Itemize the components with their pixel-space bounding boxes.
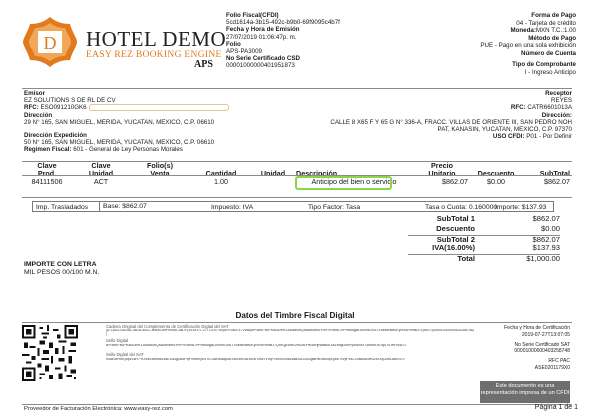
cell-subtotal: $862.07 — [544, 177, 570, 187]
importe-letra-value: MIL PESOS 00/100 M.N. — [24, 268, 100, 276]
tax-tasa: Tasa o Cuota: 0.160000 — [425, 203, 498, 211]
emisor-label: Emisor — [24, 90, 45, 97]
cell-unidad — [252, 177, 294, 187]
fiscal-info — [226, 12, 386, 70]
emisor-rfc-label: RFC: — [24, 104, 39, 112]
receptor-direccion-line2: PAT, KANASIN, YUCATAN, MEXICO, C.P. 97370 — [437, 125, 572, 133]
regimen-value: 601 - General de Ley Personas Morales — [73, 146, 183, 154]
totals-row: Total $1,000.00 — [408, 254, 560, 264]
tax-row — [32, 201, 554, 212]
timbre-seals — [106, 324, 474, 367]
receptor-name: REYES — [551, 97, 572, 105]
cell-precio: $862.07 — [442, 177, 468, 187]
divider-timbre — [22, 322, 572, 323]
tax-impuesto: Impuesto: IVA — [211, 203, 254, 211]
emisor-direccion-label: Dirección — [24, 111, 53, 119]
col-subtotal: SubTotal — [539, 168, 570, 178]
moneda-label: Moneda: — [510, 27, 536, 34]
uso-cfdi-value: P01 - Por Definir — [526, 133, 572, 141]
fecha-emision-label: Fecha y Hora de Emisión — [226, 26, 300, 34]
cadena-original-label: Cadena Original del Complemento de Certificación Digital del SAT — [106, 324, 229, 329]
brand-subtitle: EASY REZ BOOKING ENGINE — [86, 50, 222, 60]
fecha-emision-value: 27/07/2019 01:06:47p. m. — [226, 33, 297, 41]
totals-row: SubTotal 2 $862.07 — [408, 235, 560, 245]
tax-tipo-factor: Tipo Factor: Tasa — [308, 203, 361, 211]
col-unidad: Unidad — [260, 168, 286, 178]
totals-row: SubTotal 1 $862.07 — [436, 214, 560, 223]
divider-top — [22, 88, 572, 89]
certificacion-block — [478, 325, 570, 372]
rfc-pac-value: ASE0201179X0 — [534, 364, 570, 371]
tipo-comprobante-label: Tipo de Comprobante — [512, 61, 576, 68]
importe-letra-label: IMPORTE CON LETRA — [24, 261, 97, 268]
sello-emisor-value: lzP3bKFxuPR4lA0IRr1JuMdl4nQnA5e0eb4Ym+hYiWdCPPHk6ogaLoVrz9GX6TX0e8Rzbt0EyRX6FM9kD7QncQp3wR2mL8vYtK4sHjN6fBcE1aZx9gUoIiPy5WdXrT3kMnLhOqS7vJeF0cA== — [106, 343, 407, 347]
receptor-rfc-value: CATR6601013A — [527, 104, 572, 112]
description-highlight-box — [295, 176, 392, 190]
divider-items-bottom — [22, 197, 572, 198]
moneda-value: MXN T.C.:1.00 — [535, 27, 576, 34]
expedicion-label: Dirección Expedición — [24, 131, 87, 139]
receptor-label: Receptor — [545, 90, 572, 97]
folio-value: APS-PA3009 — [226, 47, 263, 55]
qr-code-icon — [22, 325, 78, 381]
payment-info — [376, 12, 576, 76]
receptor-direccion-label: Dirección: — [541, 111, 572, 119]
col-descripcion: Descripción — [296, 168, 338, 178]
forma-pago-value: 04 - Tarjeta de crédito — [516, 19, 576, 27]
emisor-direccion-value: 29 N° 165, SAN MIGUEL, MERIDA, YUCATAN, MEXICO, C.P. 06610 — [24, 118, 215, 126]
divider-footer — [22, 404, 572, 405]
regimen-label: Regimen Fiscal: — [24, 146, 72, 154]
col-cantidad: Cantidad — [205, 168, 237, 178]
cell-cantidad: 1.00 — [214, 177, 228, 187]
logo-letter: D — [43, 33, 57, 53]
folio-label: Folio — [226, 40, 241, 48]
cadena-original-value: ||1.1|5CD1614A-3B15-492C-B9B0-69F9095C4B7F|2019-07-27T13:07:05|SFE0807172W8|lzP3bKFxuPR4lA0IRr1JuMdl4nQnA5e0eb4Ym+hYiWdCPPHk6ogaLoVrz9GX6TX0e8Rzbt0EyRX6FM9kD7Qnc==|00001000000403258748|| — [106, 329, 474, 337]
col-clave-unidad: Clave Unidad — [88, 161, 114, 178]
tipo-comprobante-value: I - Ingreso Anticipo — [524, 68, 576, 76]
hotel-logo-badge — [22, 16, 78, 68]
receptor-block — [242, 90, 572, 140]
folio-fiscal-value: 5cd1614a-3b15-492c-b9b0-69f9095c4b7f — [226, 19, 340, 27]
fecha-certificacion-value: 2019-07-27T13:07:05 — [521, 331, 570, 338]
sello-sat-label: Sello Digital del SAT — [106, 352, 144, 358]
emisor-rfc-field-box — [89, 104, 229, 111]
metodo-pago-value: PUE - Pago en una sola exhibición — [480, 42, 576, 49]
totals-row: Descuento $0.00 — [436, 223, 560, 233]
expedicion-value: 50 N° 165, SAN MIGUEL, MERIDA, YUCATAN, MEXICO, C.P. 06610 — [24, 139, 215, 147]
csd-label: No Serie Certificado CSD — [226, 55, 300, 63]
emisor-name: EZ SOLUTIONS S DE RL DE CV — [24, 97, 116, 105]
tax-importe: Importe: $137.93 — [495, 203, 547, 211]
rfc-pac-label: RFC PAC — [548, 358, 570, 364]
receptor-rfc-label: RFC: — [510, 104, 526, 112]
brand-aps: APS — [194, 59, 213, 70]
totals-row: IVA(16.00%) $137.93 — [432, 243, 560, 253]
csd-value: 00001000000401951873 — [226, 62, 295, 70]
cell-folio-venta — [130, 177, 190, 187]
totals-block — [408, 215, 560, 264]
receptor-direccion-line1: CALLE 8 X65 F Y 65 G N° 336-A, FRACC. VILLAS DE ORIENTE III, SAN PEDRO NOH — [330, 118, 572, 126]
sello-sat-value: hS8n2fHmQ5pvLkR7YtXcW3bN9aJ4sE1uDgZ6oPqFiVrM0yKxTlC2wUeA8jBzO5nI3hGdLsR4fTkW7vYqP1mXcN9bZ6aE0uJ2oSg8iHrD5lM3pQwK7tVyF4xC1nB6zA9eU2sO0jG5hL8kR3== — [106, 357, 405, 361]
cfdi-representation-box: Este documento es una representación impresa de un CFDI — [480, 381, 570, 403]
cell-clave-unidad: ACT — [93, 177, 109, 187]
cell-descripcion: Anticipo del bien o servicio — [311, 177, 397, 187]
footer-provider: Proveedor de Facturación Electrónica: www.easy-rez.com — [24, 406, 173, 412]
col-precio: Precio Unitario — [428, 161, 456, 178]
tax-imp-label: Imp. Trasladados — [36, 203, 89, 211]
metodo-pago-label: Método de Pago — [528, 34, 576, 42]
timbre-title: Datos del Timbre Fiscal Digital — [235, 311, 355, 320]
col-descuento: Descuento — [477, 168, 515, 178]
cert-sat-value: 00001000000403258748 — [514, 348, 570, 355]
fecha-certificacion-label: Fecha y Hora de Certificación — [504, 325, 570, 331]
emisor-rfc-value: ESO091210GK6 — [40, 104, 87, 112]
folio-fiscal-label: Folio Fiscal(CFDI) — [226, 12, 279, 19]
forma-pago-label: Forma de Pago — [531, 12, 576, 19]
sello-emisor-label: Sello Digital — [106, 338, 129, 344]
footer-page: Página 1 de 1 — [534, 404, 578, 411]
tax-base: Base: $862.07 — [99, 202, 147, 211]
numero-cuenta-label: Número de Cuenta — [520, 49, 576, 57]
col-clave-prod: Clave Prod. — [37, 161, 57, 178]
col-folio-venta: Folio(s) Venta — [147, 161, 173, 178]
brand-name: HOTEL DEMO — [86, 27, 227, 51]
uso-cfdi-label: USO CFDI: — [492, 133, 525, 141]
cert-sat-label: No Serie Certificado SAT — [514, 341, 570, 348]
importe-letra — [24, 261, 99, 277]
cell-clave-prod: 84111506 — [31, 177, 63, 187]
cell-descuento: $0.00 — [487, 177, 505, 187]
